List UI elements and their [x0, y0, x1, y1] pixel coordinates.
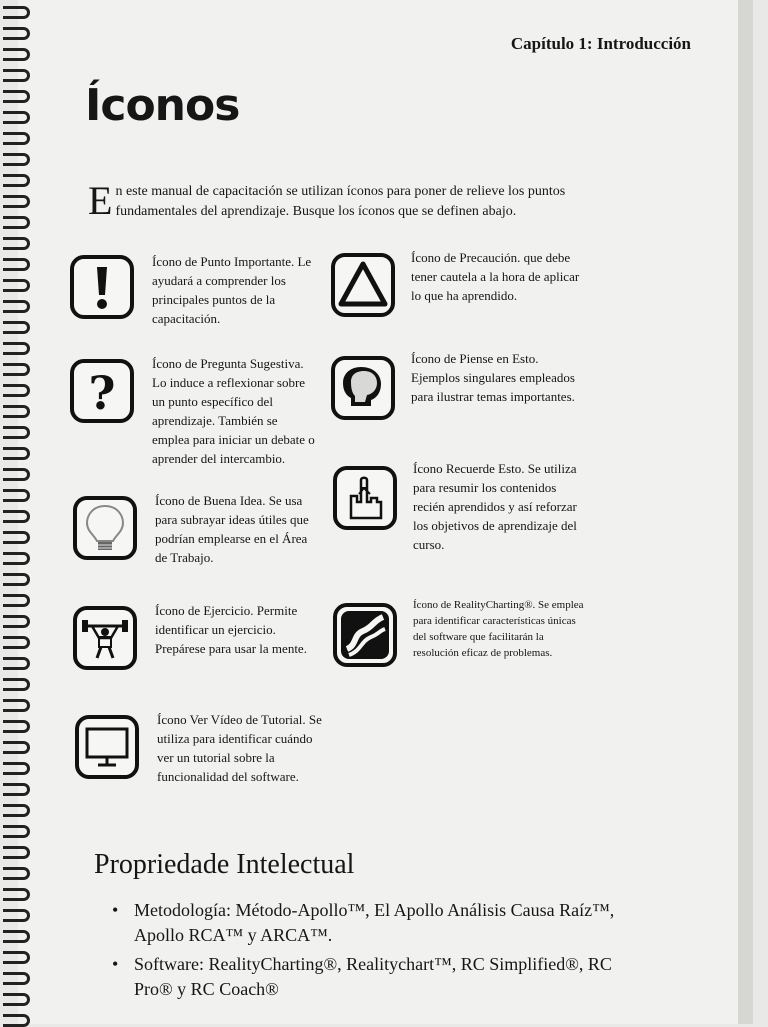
binding-coil	[3, 804, 30, 817]
important-icon-description: Ícono de Punto Importante. Le ayudará a comprender los principales puntos de la capacitación.	[152, 254, 312, 326]
list-item: • Software: RealityCharting®, Realitychart™, RC Simplified®, RC Pro® y RC Coach®	[110, 952, 630, 1002]
lightbulb-icon	[73, 496, 137, 560]
binding-coil	[3, 384, 30, 397]
intro-text: n este manual de capacitación se utilizan íconos para poner de relieve los puntos fundamentales del aprendizaje. Busque los íconos que se definen abajo.	[115, 184, 566, 219]
binding-coil	[3, 741, 30, 754]
binding-coil	[3, 615, 30, 628]
binding-coil	[3, 69, 30, 82]
realitycharting-icon-description: Ícono de RealityCharting®. Se emplea para identificar características únicas del software que facilitarán la resolución eficaz de problemas.	[413, 599, 584, 659]
binding-coil	[3, 153, 30, 166]
exercise-icon-description: Ícono de Ejercicio. Permite identificar un ejercicio. Prepárese para usar la mente.	[155, 603, 307, 656]
binding-coil	[3, 468, 30, 481]
binding-coil	[3, 27, 30, 40]
binding-coil	[3, 825, 30, 838]
caution-icon-description: Ícono de Precaución. que debe tener cautela a la hora de aplicar lo que ha aprendido.	[411, 250, 580, 303]
binding-coil	[3, 1014, 30, 1027]
monitor-icon	[75, 715, 139, 779]
remember-icon-description: Ícono Recuerde Esto. Se utiliza para resumir los contenidos recién aprendidos y así reforzar los objetivos de aprendizaje del curso.	[413, 461, 577, 552]
binding-coil	[3, 90, 30, 103]
binding-coil	[3, 993, 30, 1006]
question-mark-icon	[70, 359, 134, 423]
finger-string-icon	[333, 466, 397, 530]
binding-coil	[3, 552, 30, 565]
binding-coil	[3, 195, 30, 208]
binding-coil	[3, 258, 30, 271]
ip-bullet-list	[110, 898, 630, 1006]
binding-coil	[3, 489, 30, 502]
binding-coil	[3, 888, 30, 901]
binding-coil	[3, 909, 30, 922]
intro-dropcap: E	[88, 178, 113, 223]
binding-coil	[3, 972, 30, 985]
binding-coil	[3, 237, 30, 250]
binding-coil	[3, 657, 30, 670]
binding-coil	[3, 216, 30, 229]
binding-coil	[3, 405, 30, 418]
realitycharting-logo-icon	[333, 603, 397, 667]
binding-coil	[3, 699, 30, 712]
binding-coil	[3, 6, 30, 19]
binding-coil	[3, 531, 30, 544]
warning-triangle-icon	[331, 253, 395, 317]
idea-icon-description: Ícono de Buena Idea. Se usa para subrayar ideas útiles que podrían emplearse en el Área de Trabajo.	[155, 493, 309, 565]
binding-coil	[3, 447, 30, 460]
binding-coil	[3, 363, 30, 376]
binding-coil	[3, 279, 30, 292]
binding-coil	[3, 846, 30, 859]
list-item: • Metodología: Método-Apollo™, El Apollo Análisis Causa Raíz™, Apollo RCA™ y ARCA™.	[110, 898, 630, 948]
section-title: Propriedade Intelectual	[94, 849, 355, 881]
binding-coil	[3, 930, 30, 943]
spiral-binding	[0, 0, 34, 1024]
binding-coil	[3, 111, 30, 124]
binding-coil	[3, 174, 30, 187]
binding-coil	[3, 342, 30, 355]
think-icon-description: Ícono de Piense en Esto. Ejemplos singulares empleados para ilustrar temas importantes.	[411, 351, 575, 404]
binding-coil	[3, 132, 30, 145]
manual-page	[18, 0, 753, 1024]
video-icon-description: Ícono Ver Vídeo de Tutorial. Se utiliza para identificar cuándo ver un tutorial sobre la funcionalidad del software.	[157, 712, 322, 784]
exclamation-icon	[70, 255, 134, 319]
binding-coil	[3, 573, 30, 586]
binding-coil	[3, 594, 30, 607]
binding-coil	[3, 321, 30, 334]
binding-coil	[3, 678, 30, 691]
page-title: Íconos	[85, 80, 240, 131]
binding-coil	[3, 867, 30, 880]
svg-text:?: ?	[88, 366, 116, 417]
binding-coil	[3, 783, 30, 796]
head-brain-icon	[331, 356, 395, 420]
binding-coil	[3, 426, 30, 439]
binding-coil	[3, 48, 30, 61]
binding-coil	[3, 720, 30, 733]
binding-coil	[3, 951, 30, 964]
binding-coil	[3, 762, 30, 775]
page-edge	[738, 0, 753, 1024]
intro-paragraph	[88, 178, 608, 223]
weightlifter-icon	[73, 606, 137, 670]
chapter-header: Capítulo 1: Introducción	[510, 34, 691, 53]
binding-coil	[3, 510, 30, 523]
question-icon-description: Ícono de Pregunta Sugestiva. Lo induce a reflexionar sobre un punto específico del aprendizaje. También se emplea para iniciar un debate o aprender del intercambio.	[152, 356, 315, 466]
binding-coil	[3, 636, 30, 649]
binding-coil	[3, 300, 30, 313]
